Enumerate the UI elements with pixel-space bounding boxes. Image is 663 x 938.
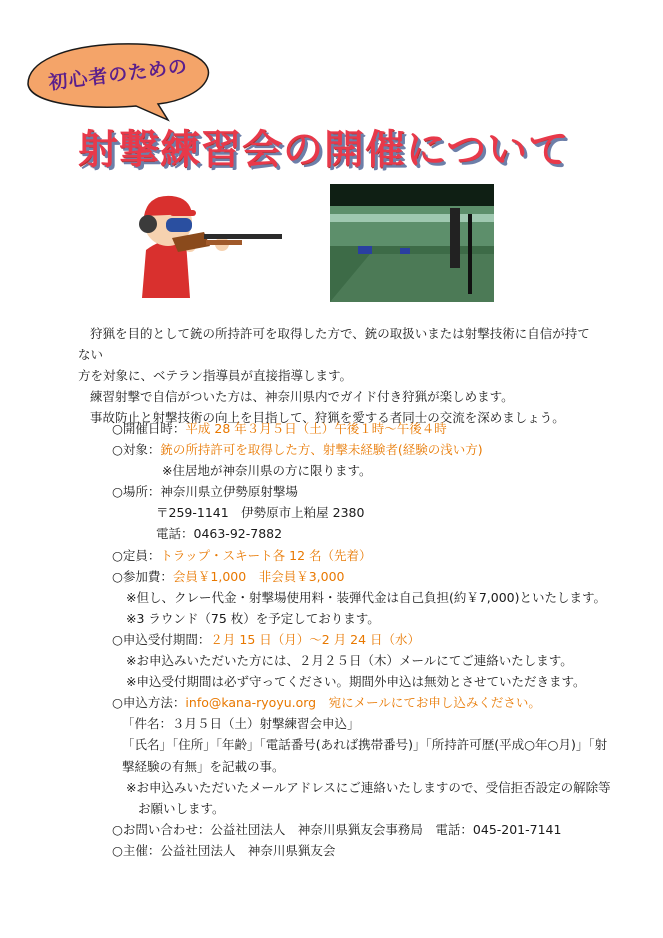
fee-row [112,566,632,587]
mail-note: お願いします。 [138,800,225,816]
method-row [112,692,632,713]
period-row [112,629,632,650]
place-address: 〒259-1141 伊勢原市上粕屋 2380 [156,505,365,521]
range-photo [330,184,494,302]
fee-value: 会員￥1,000 非会員￥3,000 [172,568,345,584]
fee-note: ※3 ラウンド（75 枚）を予定しております。 [126,610,380,626]
period-note: ※申込受付期間は必ず守ってください。期間外申込は無効とさせていただきます。 [126,674,586,690]
fee-label: ○参加費： [112,568,173,584]
date-row [112,418,632,439]
organizer-line: ○主催：公益社団法人 神奈川県猟友会 [112,842,336,858]
fee-note: ※但し、クレー代金・射撃場使用料・装弾代金は自己負担(約￥7,000)といたします。 [126,589,607,605]
fields-line: 「氏名」「住所」「年齢」「電話番号(あれば携帯番号)」「所持許可歴(平成○年○月)」「射 [122,737,608,753]
place-label: ○場所：神奈川県立伊勢原射撃場 [112,484,298,500]
date-label: ○開催日時： [112,421,186,436]
period-value: ２月 15 日（月）～2 月 24 日（水） [210,631,421,647]
period-label: ○申込受付期間： [112,631,211,647]
intro-line: 狩猟を目的として銃の所持許可を取得した方で、銃の取扱いまたは射撃技術に自信が持てない [78,326,590,362]
subject-line: 「件名：３月５日（土）射撃練習会申込」 [122,716,360,732]
intro-line: 方を対象に、ベテラン指導員が直接指導します。 [78,368,353,383]
fields-line: 撃経験の有無」を記載の事。 [122,758,285,774]
target-label: ○対象： [112,442,161,458]
intro-line: 事故防止と射撃技術の向上を目指して、狩猟を愛する者同士の交流を深めましょう。 [90,410,565,425]
intro-line: 練習射撃で自信がついた方は、神奈川県内でガイド付き狩猟が楽しめます。 [90,389,514,404]
contact-line: ○お問い合わせ：公益社団法人 神奈川県猟友会事務局 電話：045-201-7141 [112,821,562,837]
capacity-row [112,545,632,566]
email-link[interactable]: info@kana-ryoyu.org 宛にメールにてお申し込みください。 [185,695,541,711]
target-row [112,439,632,460]
mail-note: ※お申込みいただいたメールアドレスにご連絡いたしますので、受信拒否設定の解除等 [126,779,611,795]
shooter-illustration [126,180,286,300]
target-note: ※住居地が神奈川県の方に限ります。 [162,463,372,479]
event-details [112,418,632,861]
capacity-label: ○定員： [112,547,161,563]
bubble-text: 初心者のための [47,55,190,95]
date-value: 平成 28 年３月５日（土）午後１時～午後４時 [185,421,447,436]
target-value: 銃の所持許可を取得した方、射撃未経験者(経験の浅い方) [160,442,483,458]
capacity-value: トラップ・スキート各 12 名（先着） [160,547,372,563]
method-label: ○申込方法： [112,695,186,711]
place-phone: 電話：0463-92-7882 [156,526,283,542]
intro-paragraph [78,323,598,428]
period-note: ※お申込みいただいた方には、２月２５日（木）メールにてご連絡いたします。 [126,653,573,669]
page-title: 射撃練習会の開催について [78,127,570,173]
